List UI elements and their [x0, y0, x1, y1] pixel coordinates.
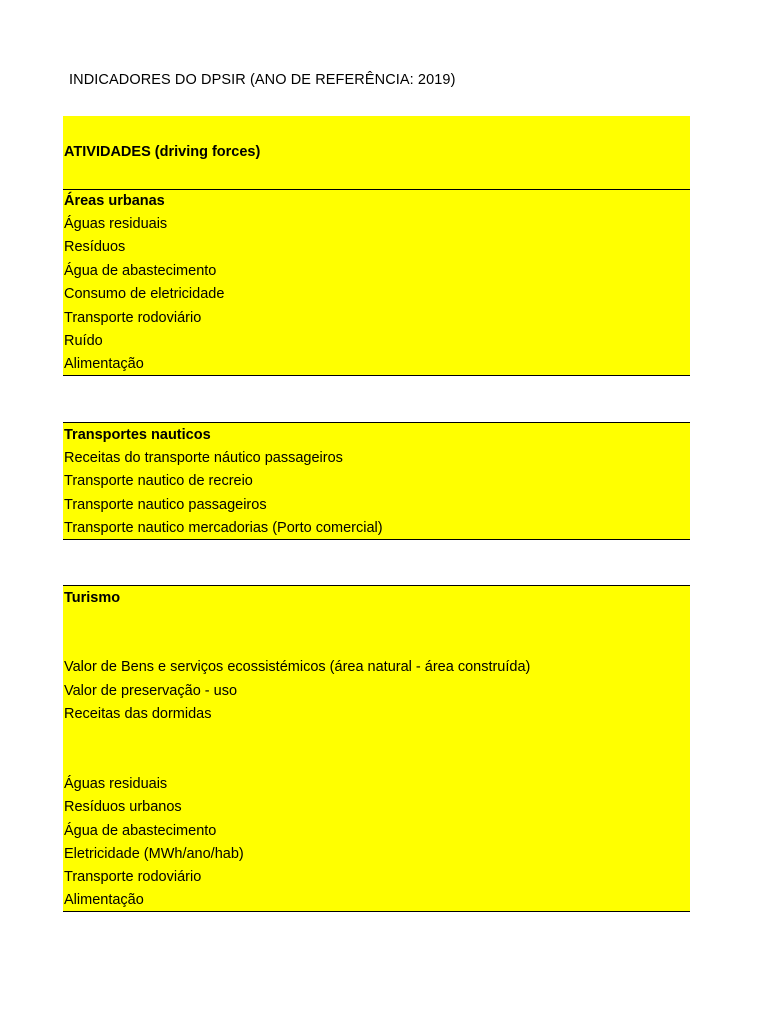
list-item: Transporte rodoviário [64, 869, 202, 885]
list-item: Receitas das dormidas [64, 706, 212, 722]
nautical-heading: Transportes nauticos [64, 427, 211, 443]
list-item: Água de abastecimento [64, 823, 217, 839]
tourism-heading: Turismo [64, 590, 121, 606]
list-item: Receitas do transporte náutico passageiros [64, 450, 343, 466]
tourism-block [63, 585, 690, 912]
list-item: Águas residuais [64, 776, 168, 792]
list-item: Água de abastecimento [64, 263, 217, 279]
urban-heading: Áreas urbanas [64, 193, 165, 209]
document-title: INDICADORES DO DPSIR (ANO DE REFERÊNCIA: 2019) [69, 72, 456, 88]
header-divider [63, 189, 690, 190]
list-item: Águas residuais [64, 216, 168, 232]
section-header: ATIVIDADES (driving forces) [64, 144, 261, 160]
list-item: Alimentação [64, 892, 144, 908]
urban-areas-block [63, 116, 690, 376]
list-item: Consumo de eletricidade [64, 286, 225, 302]
list-item: Transporte rodoviário [64, 310, 202, 326]
list-item: Transporte nautico mercadorias (Porto comercial) [64, 520, 383, 536]
list-item: Resíduos urbanos [64, 799, 182, 815]
list-item: Eletricidade (MWh/ano/hab) [64, 846, 244, 862]
list-item: Ruído [64, 333, 103, 349]
list-item: Valor de Bens e serviços ecossistémicos (área natural - área construída) [64, 659, 531, 675]
list-item: Valor de preservação - uso [64, 683, 238, 699]
list-item: Alimentação [64, 356, 144, 372]
list-item: Resíduos [64, 239, 126, 255]
list-item: Transporte nautico passageiros [64, 497, 267, 513]
list-item: Transporte nautico de recreio [64, 473, 253, 489]
nautical-transport-block [63, 422, 690, 540]
